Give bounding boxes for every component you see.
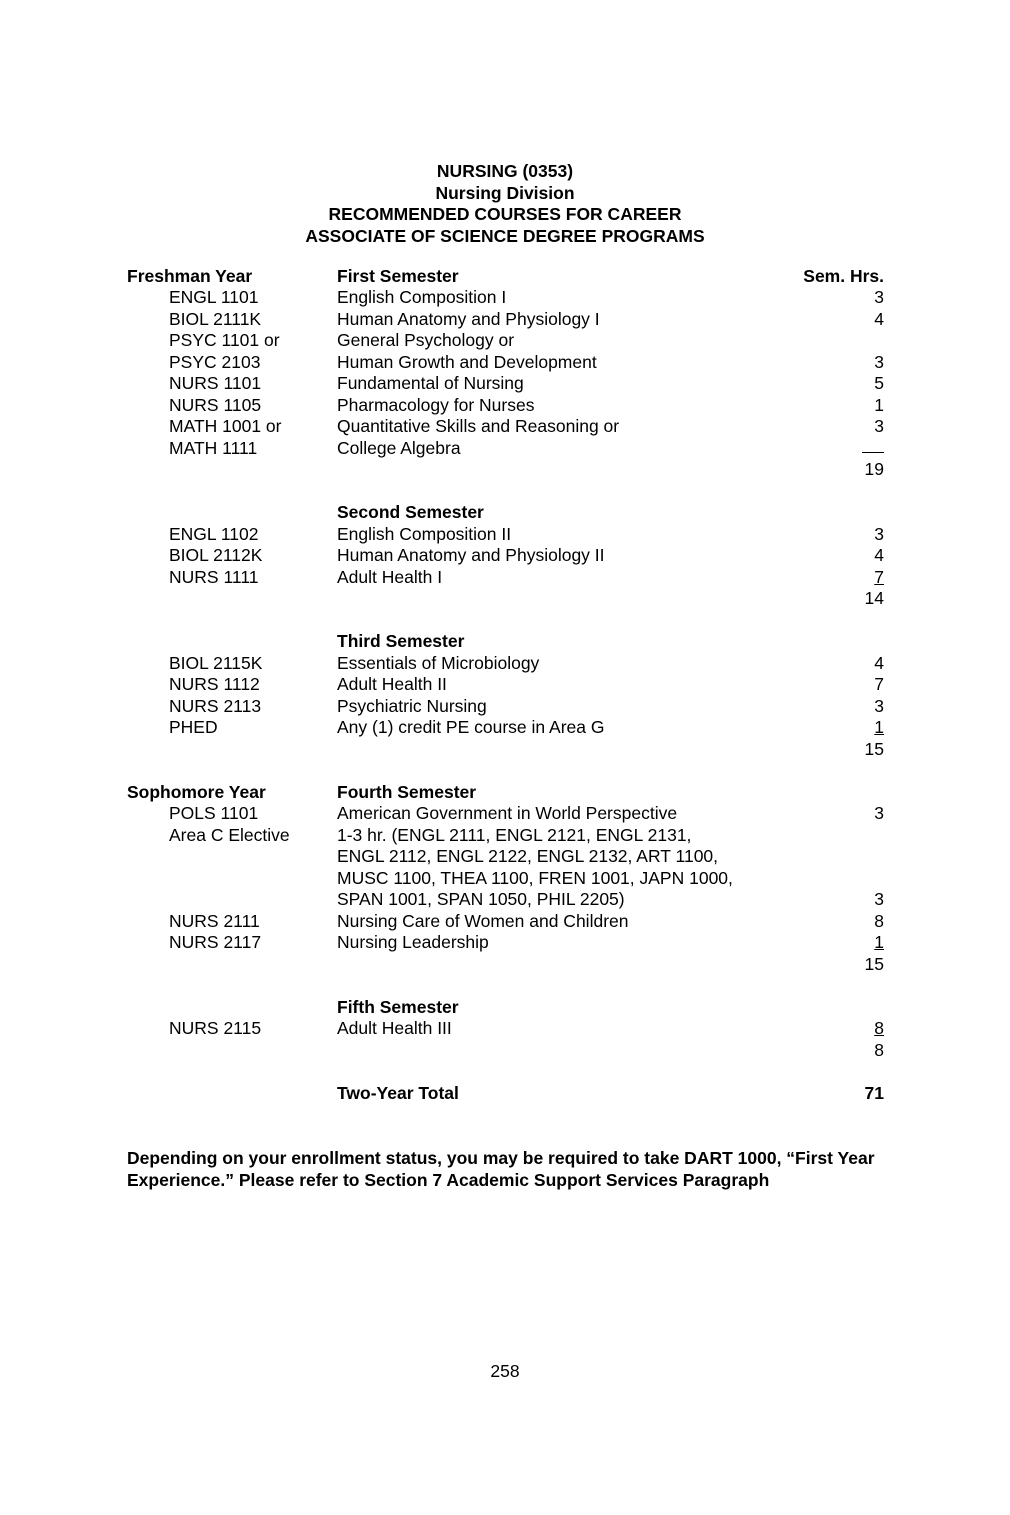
course-row (0, 395, 1010, 417)
hours-underline (862, 438, 884, 460)
course-title: General Psychology or (337, 330, 515, 350)
course-code: MATH 1001 or (169, 416, 282, 436)
semester-heading-row (0, 782, 1010, 804)
course-title: Psychiatric Nursing (337, 696, 487, 716)
course-title: Adult Health III (337, 1018, 452, 1038)
semester-heading-row (0, 631, 1010, 653)
course-hours: 5 (874, 373, 884, 393)
semester-total: 19 (864, 459, 884, 479)
course-code: PSYC 1101 or (169, 330, 280, 350)
header-line-4: ASSOCIATE OF SCIENCE DEGREE PROGRAMS (305, 225, 705, 246)
course-row (0, 567, 1010, 589)
course-row (0, 825, 1010, 847)
course-row (0, 524, 1010, 546)
course-hours: 1 (874, 395, 884, 415)
course-row (0, 803, 1010, 825)
course-code: NURS 2115 (169, 1018, 262, 1038)
course-hours: 8 (874, 911, 884, 931)
course-hours: 7 (874, 567, 884, 587)
course-row (0, 674, 1010, 696)
course-code: PSYC 2103 (169, 352, 261, 372)
course-row (0, 545, 1010, 567)
course-hours: 4 (874, 545, 884, 565)
course-code: BIOL 2111K (169, 309, 262, 329)
semester-title: Fifth Semester (337, 997, 459, 1017)
semester-total-row (0, 459, 1010, 481)
year-label: Sophomore Year (127, 782, 266, 802)
course-row (0, 416, 1010, 438)
course-title: Nursing Care of Women and Children (337, 911, 629, 931)
course-code: BIOL 2115K (169, 653, 263, 673)
semester-title: Second Semester (337, 502, 484, 522)
course-title: Quantitative Skills and Reasoning or (337, 416, 620, 436)
semester-heading-row (0, 502, 1010, 524)
semester-heading-row (0, 997, 1010, 1019)
course-hours: 1 (874, 932, 884, 952)
grand-total-value: 71 (864, 1083, 884, 1103)
course-title: American Government in World Perspective (337, 803, 678, 823)
course-hours: 4 (874, 653, 884, 673)
course-code: POLS 1101 (169, 803, 259, 823)
course-title: SPAN 1001, SPAN 1050, PHIL 2205) (337, 889, 625, 909)
course-hours: 3 (874, 803, 884, 823)
course-hours: 3 (874, 287, 884, 307)
semester-total: 14 (864, 588, 884, 608)
course-code: BIOL 2112K (169, 545, 263, 565)
year-label: Freshman Year (127, 266, 253, 286)
course-row (0, 438, 1010, 460)
course-row (0, 373, 1010, 395)
semester-title: Fourth Semester (337, 782, 477, 802)
course-row (0, 352, 1010, 374)
course-hours: 3 (874, 416, 884, 436)
page-number: 258 (490, 1361, 520, 1381)
course-title: College Algebra (337, 438, 461, 458)
course-title: Adult Health II (337, 674, 447, 694)
semester-total-row (0, 588, 1010, 610)
course-title: Any (1) credit PE course in Area G (337, 717, 605, 737)
course-hours: 3 (874, 889, 884, 909)
course-row (0, 1018, 1010, 1040)
course-title: Human Anatomy and Physiology I (337, 309, 600, 329)
course-hours: 3 (874, 524, 884, 544)
course-row (0, 889, 1010, 911)
course-code: NURS 1105 (169, 395, 262, 415)
course-title: Pharmacology for Nurses (337, 395, 535, 415)
course-row (0, 911, 1010, 933)
course-title: Human Growth and Development (337, 352, 597, 372)
enrollment-note: Depending on your enrollment status, you may be required to take DART 1000, “First Year Experience.” Please refer to Section 7 Academic Support Services Paragraph (127, 1148, 875, 1190)
course-code: Area C Elective (169, 825, 290, 845)
course-code: NURS 1101 (169, 373, 262, 393)
course-title: English Composition I (337, 287, 507, 307)
semester-total: 15 (864, 954, 884, 974)
course-title: ENGL 2112, ENGL 2122, ENGL 2132, ART 1100, (337, 846, 719, 866)
header-line-3: RECOMMENDED COURSES FOR CAREER (328, 204, 682, 224)
course-title: MUSC 1100, THEA 1100, FREN 1001, JAPN 1000, (337, 868, 733, 888)
course-row (0, 846, 1010, 868)
semester-title: Third Semester (337, 631, 465, 651)
grand-total-label: Two-Year Total (337, 1083, 459, 1103)
course-hours: 1 (874, 717, 884, 737)
course-code: PHED (169, 717, 218, 737)
course-row (0, 868, 1010, 890)
course-code: ENGL 1101 (169, 287, 259, 307)
course-hours: 3 (874, 696, 884, 716)
semester-heading-row (0, 266, 1010, 288)
semester-total-row (0, 1040, 1010, 1062)
course-title: Adult Health I (337, 567, 443, 587)
course-code: NURS 2113 (169, 696, 262, 716)
course-title: Nursing Leadership (337, 932, 489, 952)
course-title: Essentials of Microbiology (337, 653, 540, 673)
course-title: English Composition II (337, 524, 512, 544)
course-title: Fundamental of Nursing (337, 373, 524, 393)
program-title: NURSING (0353) (436, 161, 574, 181)
course-code: ENGL 1102 (169, 524, 259, 544)
course-row (0, 330, 1010, 352)
course-row (0, 932, 1010, 954)
course-hours: 4 (874, 309, 884, 329)
course-code: NURS 1111 (169, 567, 259, 587)
course-hours: 7 (874, 674, 884, 694)
semester-total: 15 (864, 739, 884, 759)
course-code: NURS 2111 (169, 911, 260, 931)
semester-title: First Semester (337, 266, 459, 286)
course-title: 1-3 hr. (ENGL 2111, ENGL 2121, ENGL 2131, (337, 825, 692, 845)
document-header (0, 161, 1010, 247)
course-row (0, 696, 1010, 718)
course-hours: 3 (874, 352, 884, 372)
semester-total: 8 (874, 1040, 884, 1060)
division-name: Nursing Division (435, 182, 575, 203)
course-row (0, 287, 1010, 309)
course-code: NURS 2117 (169, 932, 262, 952)
course-code: MATH 1111 (169, 438, 258, 458)
course-row (0, 309, 1010, 331)
course-row (0, 717, 1010, 739)
semester-total-row (0, 954, 1010, 976)
course-row (0, 653, 1010, 675)
hours-column-header: Sem. Hrs. (803, 266, 884, 286)
course-title: Human Anatomy and Physiology II (337, 545, 605, 565)
course-hours: 8 (874, 1018, 884, 1038)
course-code: NURS 1112 (169, 674, 260, 694)
grand-total-row (0, 1083, 1010, 1105)
semester-total-row (0, 739, 1010, 761)
